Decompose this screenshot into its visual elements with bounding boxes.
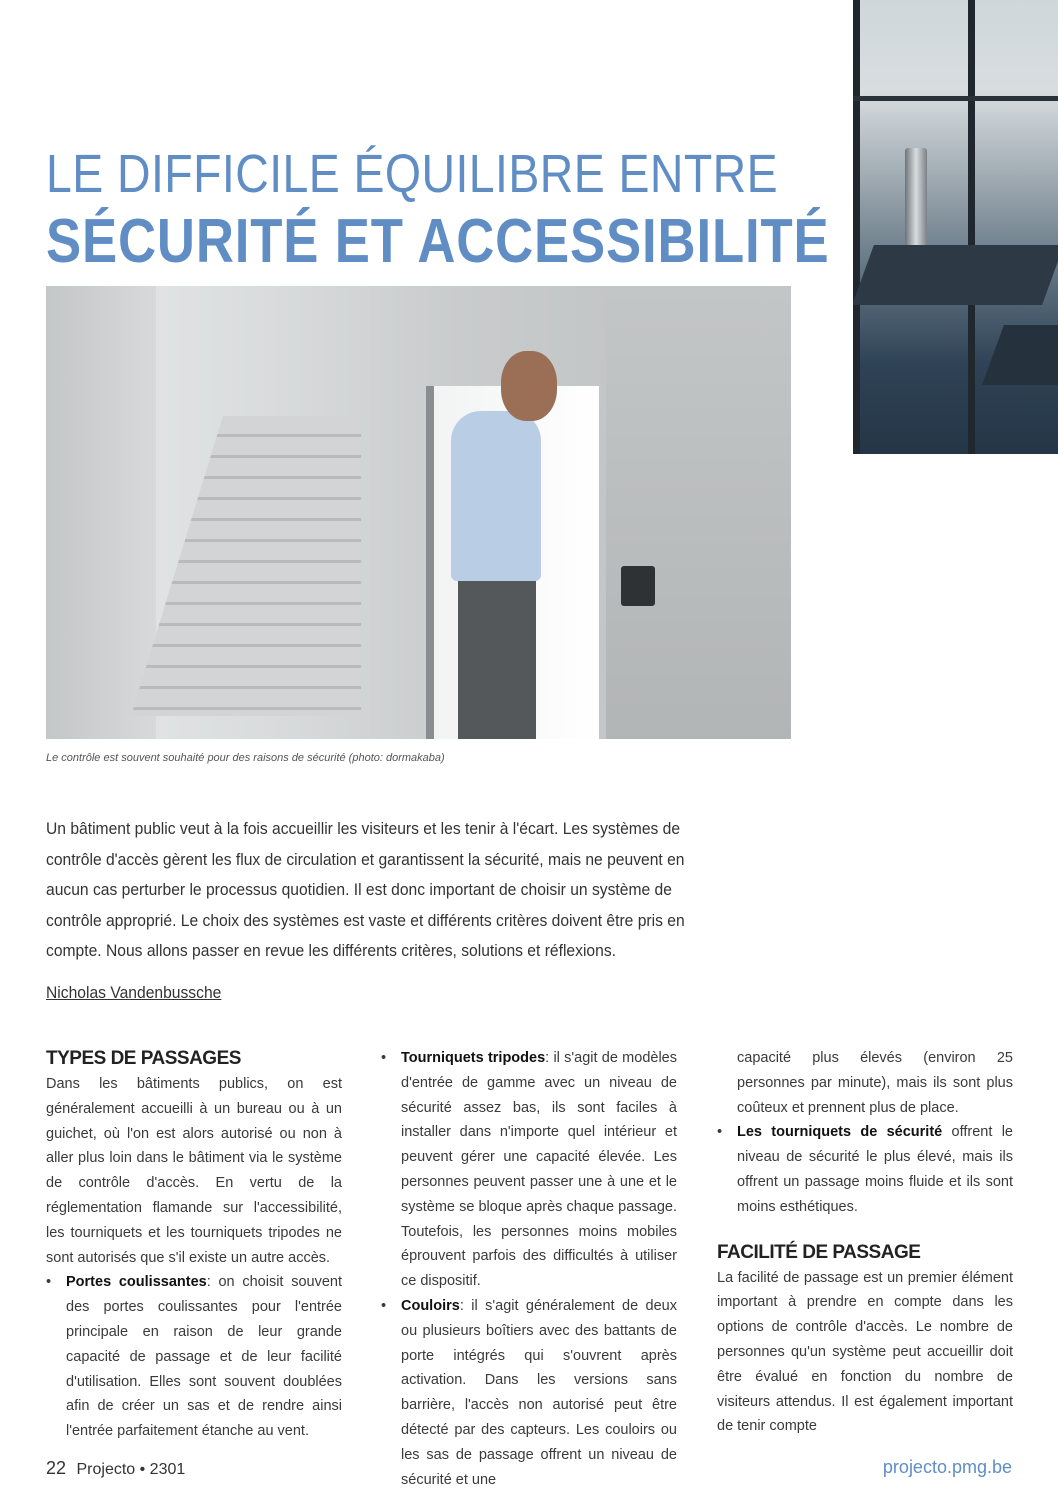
bullet-marker: • bbox=[381, 1297, 387, 1314]
bullet-text: : on choisit souvent des portes coulissantes pour l'entrée principale en raison de leur grande capacité de passage et de leur facilité d'utilisation. Elles sont souvent doublées afin de créer un sas et de rendre ainsi l'entrée parfaitement étanche au vent. bbox=[66, 1274, 342, 1440]
bullet-text: : il s'agit généralement de deux ou plusieurs boîtiers avec des battants de porte intégrés qui s'ouvrent après activation. Dans les versions sans barrière, l'accès non autorisé peut être détecté par des capteurs. Les couloirs ou les sas de passage offrent un niveau de sécurité et une bbox=[401, 1297, 677, 1488]
floor-mat bbox=[853, 245, 1058, 305]
concrete-wall bbox=[46, 286, 156, 739]
bullet-term: Les tourniquets de sécurité bbox=[737, 1124, 943, 1141]
bullet-marker: • bbox=[717, 1124, 723, 1141]
window-frame bbox=[968, 0, 975, 454]
section-heading-types: TYPES DE PASSAGES bbox=[46, 1048, 241, 1069]
bullet-term: Couloirs bbox=[401, 1297, 460, 1314]
bullet-corridors-continued: capacité plus élevés (environ 25 personnes par minute), mais ils sont plus coûteux et prennent plus de place. bbox=[737, 1050, 1013, 1116]
person bbox=[458, 578, 536, 739]
column-1 bbox=[46, 1046, 342, 1444]
main-photo-access-control bbox=[46, 286, 791, 739]
title-line-1: LE DIFFICILE ÉQUILIBRE ENTRE bbox=[46, 144, 779, 205]
intro-paragraph bbox=[46, 814, 718, 967]
title-line-2: SÉCURITÉ ET ACCESSIBILITÉ bbox=[46, 206, 830, 276]
person bbox=[501, 351, 557, 421]
bullet-security-turnstiles bbox=[717, 1120, 1013, 1219]
staircase bbox=[131, 416, 361, 716]
bullet-text: offrent le niveau de sécurité le plus élevé, mais ils offrent un passage moins fluide et ils sont moins esthétiques. bbox=[737, 1124, 1013, 1215]
person bbox=[451, 411, 541, 581]
page-number: 22 bbox=[46, 1458, 67, 1478]
bullet-term: Portes coulissantes bbox=[66, 1274, 207, 1291]
column-2 bbox=[381, 1046, 677, 1492]
intro-text: Un bâtiment public veut à la fois accueillir les visiteurs et les tenir à l'écart. Les systèmes de contrôle d'accès gèrent les flux de circulation et garantissent la sécurité, mais ne peuvent en aucun cas perturber le processus quotidien. Il est donc important de choisir un système de contrôle approprié. Le choix des systèmes est vaste et différents critères doivent être pris en compte. Nous allons passer en revue les différents critères, solutions et réflexions. bbox=[46, 819, 685, 960]
section-heading-ease: FACILITÉ DE PASSAGE bbox=[717, 1241, 921, 1263]
bullet-marker: • bbox=[46, 1274, 52, 1291]
badge-reader bbox=[621, 566, 655, 606]
footer-left bbox=[46, 1458, 185, 1479]
ease-paragraph: La facilité de passage est un premier élément important à prendre en compte dans les options de contrôle d'accès. Le nombre de personnes qu'un système peut accueillir doit être évalué en fonction du nombre de visiteurs attendus. Il est également important de tenir compte bbox=[717, 1269, 1013, 1435]
window-frame bbox=[853, 96, 1058, 101]
bullet-marker: • bbox=[381, 1050, 387, 1066]
concrete-wall bbox=[606, 286, 791, 739]
bullet-text: : il s'agit de modèles d'entrée de gamme avec un niveau de sécurité assez bas, ils sont faciles à installer dans n'importe quel intérieur et peuvent gérer une capacité élevée. Les personnes peuvent passer une à une et le système se bloque après chaque passage. Toutefois, les personnes moins mobiles éprouvent parfois des difficultés à utiliser ce dispositif. bbox=[401, 1050, 677, 1290]
website-link[interactable]: projecto.pmg.be bbox=[882, 1457, 1012, 1477]
bullet-corridors bbox=[381, 1294, 677, 1492]
bullet-term: Tourniquets tripodes bbox=[401, 1050, 546, 1066]
bullet-sliding-doors bbox=[46, 1270, 342, 1444]
photo-caption: Le contrôle est souvent souhaité pour des raisons de sécurité (photo: dormakaba) bbox=[46, 752, 445, 764]
author-name: Nicholas Vandenbussche bbox=[46, 983, 222, 1002]
column-3 bbox=[717, 1046, 1013, 1439]
window-frame bbox=[853, 0, 860, 454]
types-paragraph: Dans les bâtiments publics, on est généralement accueilli à un bureau ou à un guichet, où l'on est alors autorisé ou non à aller plus loin dans le bâtiment via le système de contrôle d'accès. En vertu de la réglementation flamande sur l'accessibilité, les tourniquets et les tourniquets tripodes ne sont autorisés que s'il existe un autre accès. bbox=[46, 1076, 342, 1266]
side-photo-turnstile-lobby bbox=[853, 0, 1058, 454]
bullet-tripod-turnstiles bbox=[381, 1046, 677, 1294]
floor-mat bbox=[982, 325, 1058, 385]
publication-name: Projecto • 2301 bbox=[76, 1461, 186, 1478]
